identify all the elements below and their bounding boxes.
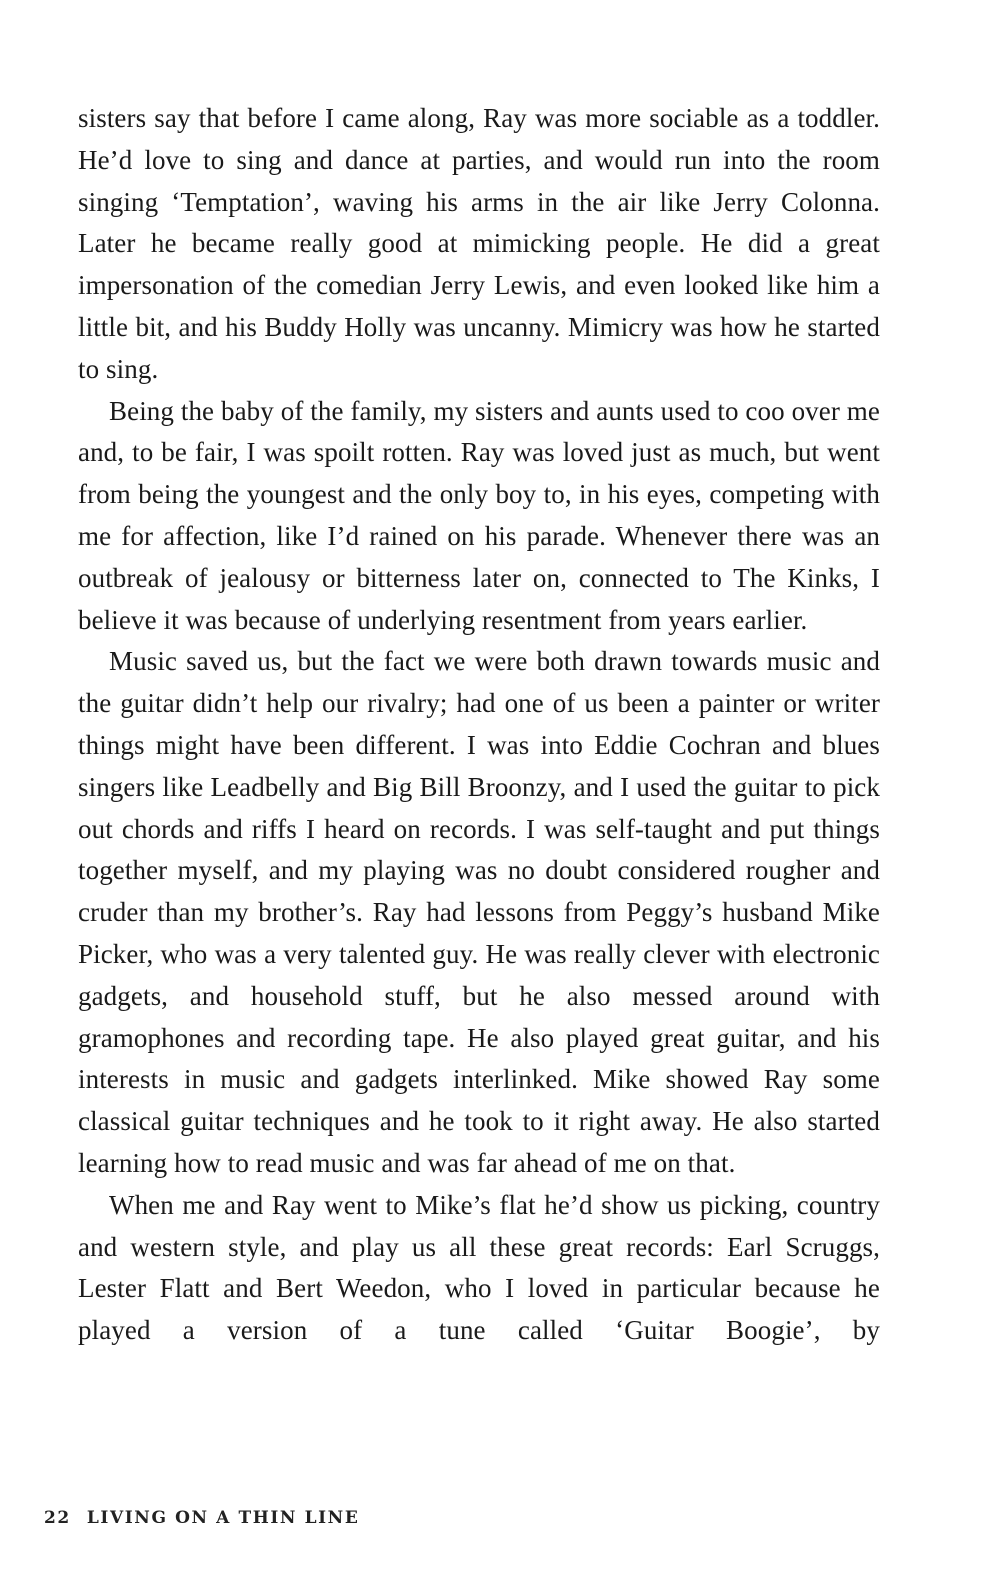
paragraph-3: Music saved us, but the fact we were both drawn towards music and the guitar didn’t help our rivalry; had one of us been a painter or writer things might have been different. I was into Eddie Cochran and blues singers like Leadbelly and Big Bill Broonzy, and I used the guitar to pick out chords and riffs I heard on records. I was self-taught and put things together myself, and my playing was no doubt considered rougher and cruder than my brother’s. Ray had lessons from Peggy’s husband Mike Picker, who was a very talented guy. He was really clever with electronic gadgets, and household stuff, but he also messed around with gramophones and recording tape. He also played great guitar, and his interests in music and gadgets interlinked. Mike showed Ray some classical guitar techniques and he took to it right away. He also started learning how to read music and was far ahead of me on that.: [78, 646, 880, 1178]
body-text: [78, 98, 880, 1352]
running-title: LIVING ON A THIN LINE: [86, 1508, 360, 1528]
page-footer: [44, 1508, 359, 1528]
page-number: 22: [44, 1508, 71, 1528]
paragraph-2: Being the baby of the family, my sisters and aunts used to coo over me and, to be fair, I was spoilt rotten. Ray was loved just as much, but went from being the youngest and the only boy to, in his eyes, competing with me for affection, like I’d rained on his parade. Whenever there was an outbreak of jealousy or bitterness later on, connected to The Kinks, I believe it was because of underlying resentment from years earlier.: [78, 395, 880, 635]
paragraph-1: sisters say that before I came along, Ray was more sociable as a toddler. He’d love to sing and dance at parties, and would run into the room singing ‘Temptation’, waving his arms in the air like Jerry Colonna. Later he became really good at mimicking people. He did a great impersonation of the comedian Jerry Lewis, and even looked like him a little bit, and his Buddy Holly was uncanny. Mimicry was how he started to sing.: [78, 103, 880, 384]
paragraph-4: When me and Ray went to Mike’s flat he’d show us picking, country and western style, and play us all these great records: Earl Scruggs, Lester Flatt and Bert Weedon, who I loved in particular because he played a version of a tune called ‘Guitar Boogie’, by: [78, 1189, 880, 1346]
